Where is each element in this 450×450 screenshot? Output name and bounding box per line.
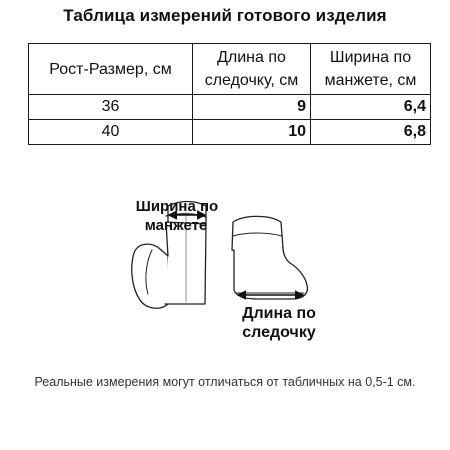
header-cuff-width-line-2: манжете, см: [324, 72, 417, 89]
header-foot-length-line-1: Длина по: [217, 49, 286, 66]
cell-size: 36: [29, 95, 193, 120]
header-cuff-width-line-1: Ширина по: [329, 49, 412, 66]
cell-foot-length: 10: [193, 120, 311, 145]
cell-foot-length: 9: [193, 95, 311, 120]
foot-length-label-line-2: следочку: [242, 324, 316, 341]
cuff-width-label-line-2: манжете: [144, 217, 208, 234]
header-foot-length-line-2: следочку, см: [204, 72, 299, 89]
foot-length-label-line-1: Длина по: [242, 305, 316, 322]
header-size-line-1: Рост-Размер, см: [49, 60, 172, 78]
cell-cuff-width: 6,8: [311, 120, 431, 145]
right-bootie-illustration: [232, 216, 307, 299]
page-title: Таблица измерений готового изделия: [63, 6, 387, 25]
cuff-width-label-line-1: Ширина по: [135, 198, 219, 215]
cell-cuff-width: 6,4: [311, 95, 431, 120]
footnote: Реальные измерения могут отличаться от табличных на 0,5-1 см.: [34, 375, 416, 389]
cell-size: 40: [29, 120, 193, 145]
